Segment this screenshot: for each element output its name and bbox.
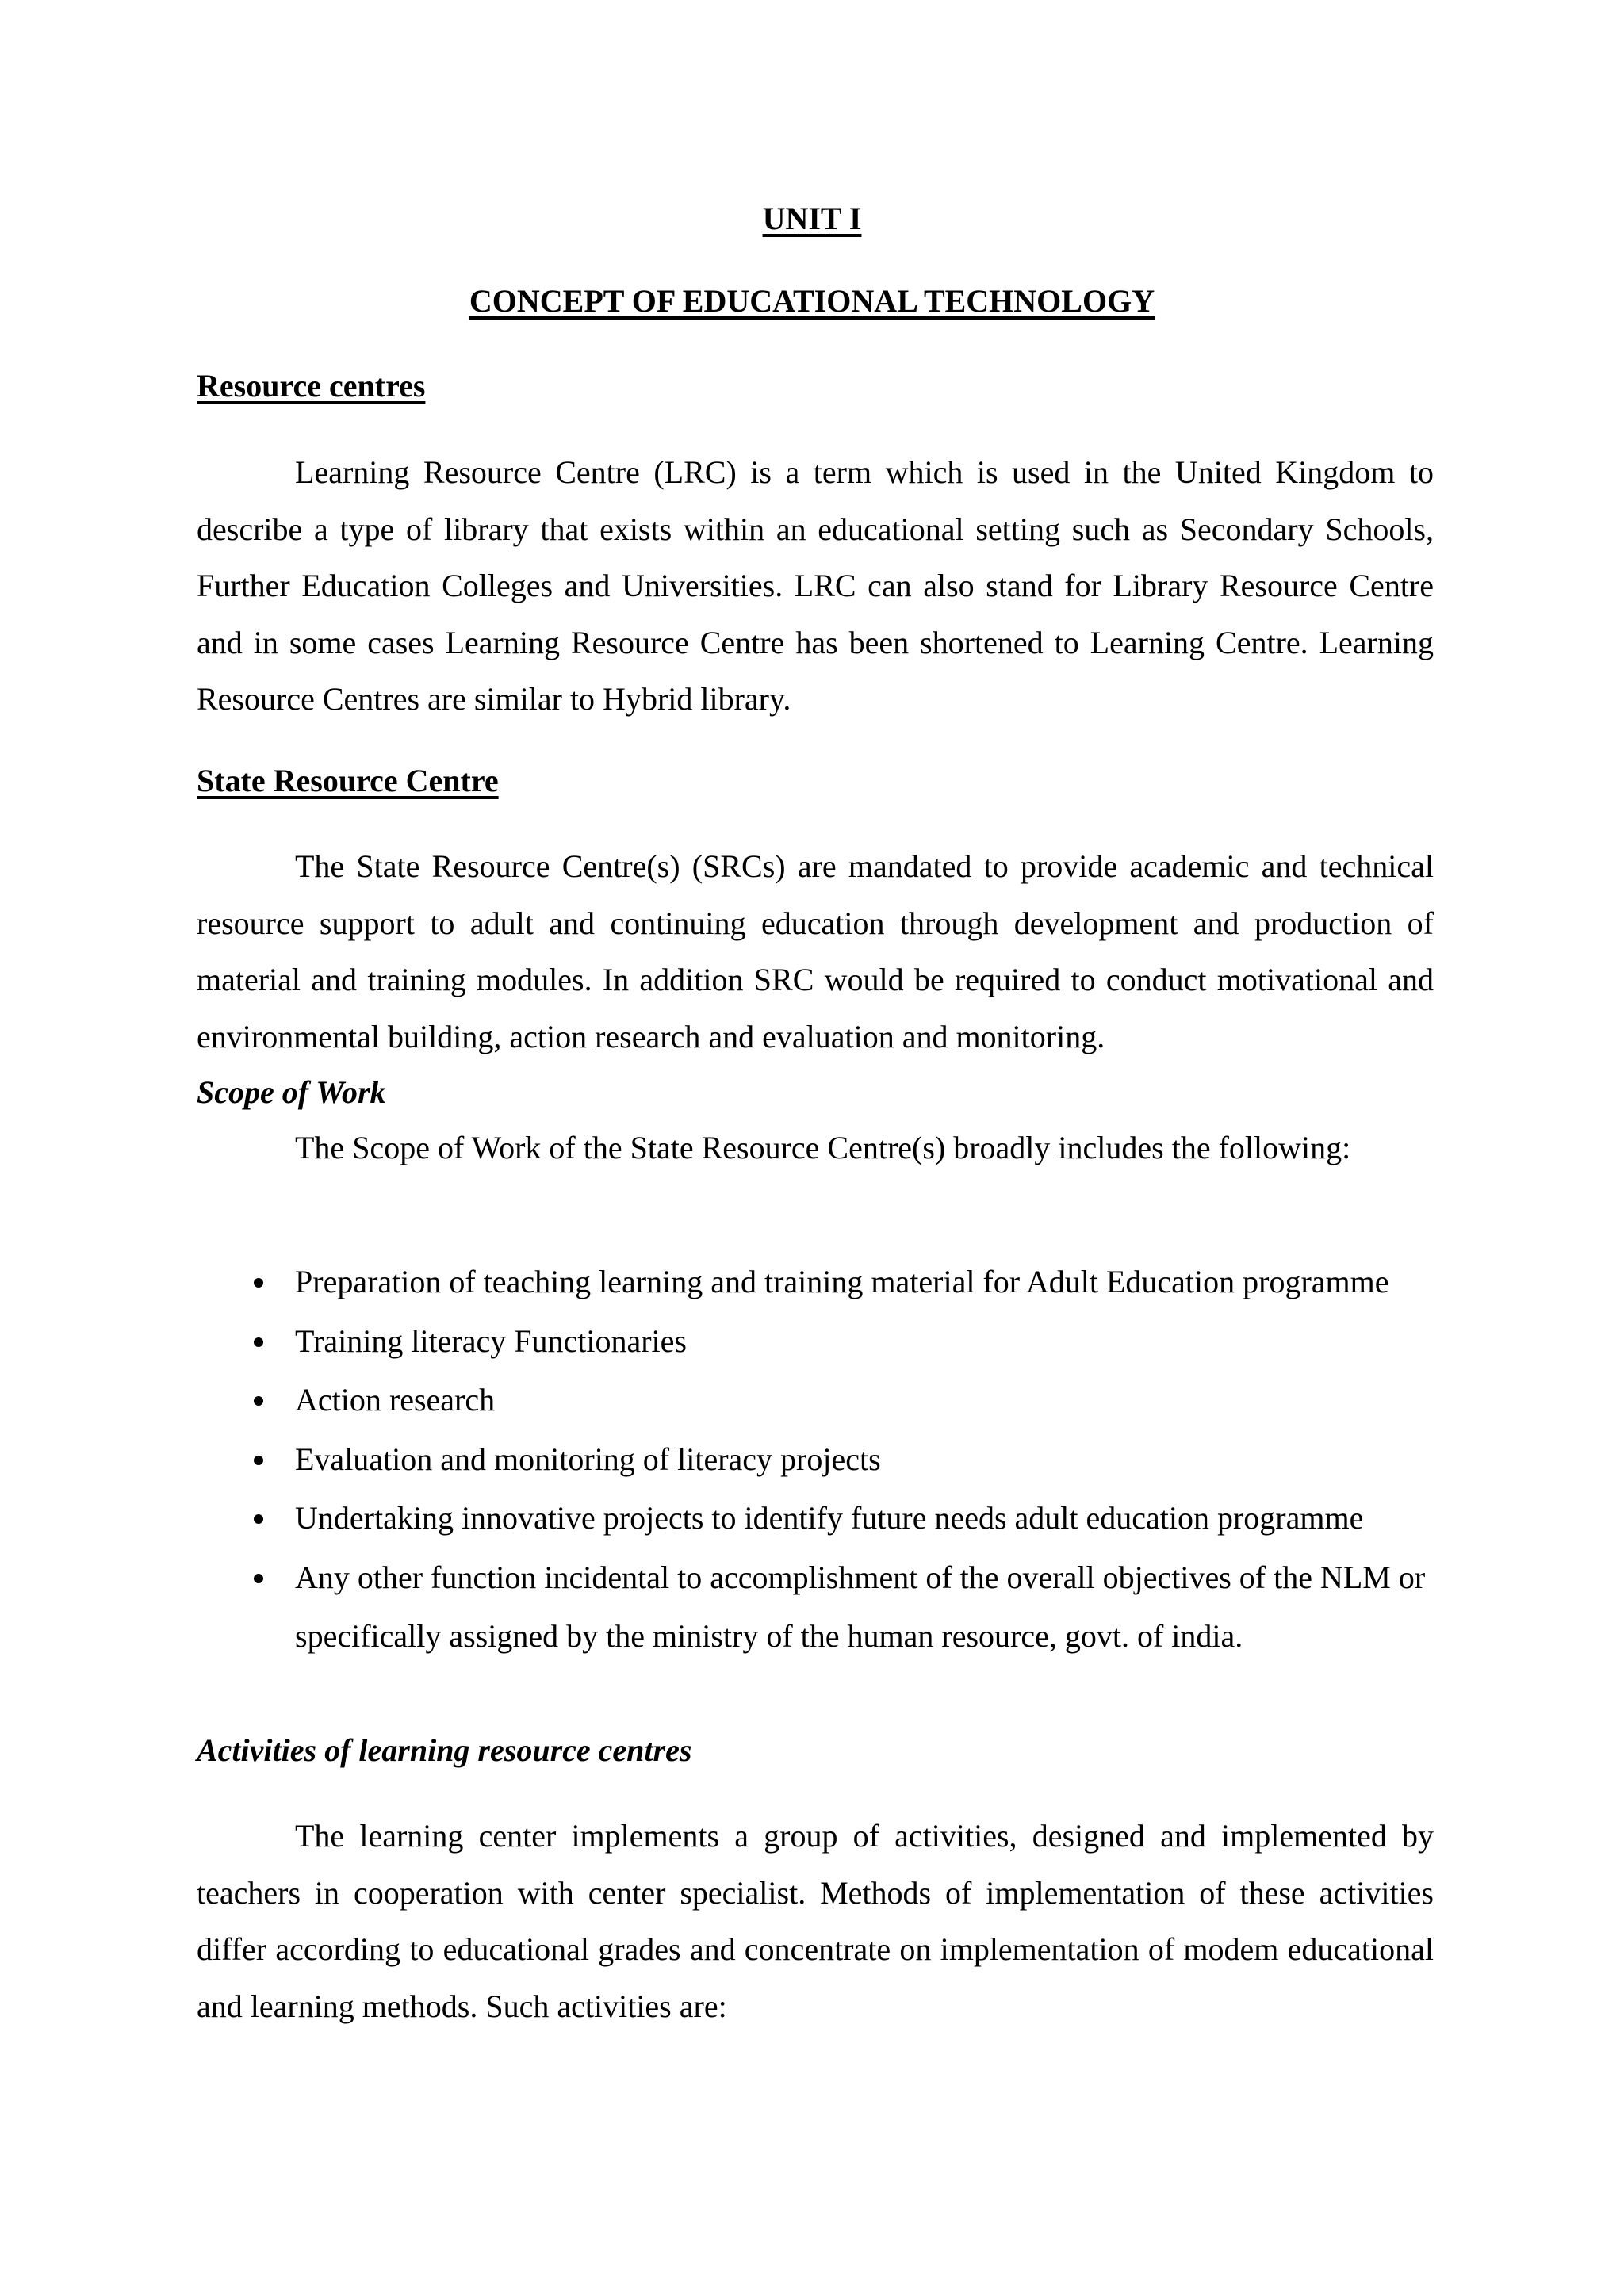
list-item	[197, 1312, 1450, 1372]
list-item-text: Action research	[295, 1382, 496, 1418]
list-item-text: Any other function incidental to accomplishment of the overall objectives of the NLM or specifically assigned by the ministry of the human resource, govt. of india.	[295, 1559, 1426, 1654]
concept-title: CONCEPT OF EDUCATIONAL TECHNOLOGY	[469, 283, 1155, 319]
list-item	[197, 1489, 1450, 1548]
heading-scope-of-work: Scope of Work	[197, 1074, 386, 1110]
list-item-text: Evaluation and monitoring of literacy projects	[295, 1441, 881, 1477]
heading-state-resource-centre: State Resource Centre	[197, 763, 499, 798]
list-item	[197, 1548, 1450, 1667]
bullet-icon	[254, 1396, 263, 1406]
list-item-text: Preparation of teaching learning and training material for Adult Education programme	[295, 1264, 1389, 1299]
list-item-text: Undertaking innovative projects to identify future needs adult education programme	[295, 1500, 1364, 1536]
list-item	[197, 1430, 1450, 1490]
paragraph-activities: The learning center implements a group of activities, designed and implemented by teachers in cooperation with center specialist. Methods of implementation of these activities differ according to educational grades and concentrate on implementation of modem educational and learning methods. Such activities are:	[197, 1818, 1434, 2024]
bullet-icon	[254, 1574, 263, 1583]
paragraph-resource-centres: Learning Resource Centre (LRC) is a term which is used in the United Kingdom to describe a type of library that exists within an educational setting such as Secondary Schools, Further Education Colleges and Universities. LRC can also stand for Library Resource Centre and in some cases Learning Resource Centre has been shortened to Learning Centre. Learning Resource Centres are similar to Hybrid library.	[197, 454, 1434, 717]
bullet-icon	[254, 1514, 263, 1524]
list-item	[197, 1253, 1450, 1312]
list-item-text: Training literacy Functionaries	[295, 1322, 687, 1359]
bullet-icon	[254, 1278, 263, 1288]
scope-intro: The Scope of Work of the State Resource Centre(s) broadly includes the following:	[295, 1130, 1351, 1165]
unit-title: UNIT I	[762, 201, 862, 236]
heading-resource-centres: Resource centres	[197, 368, 426, 404]
bullet-icon	[254, 1456, 263, 1465]
scope-list	[197, 1253, 1450, 1667]
heading-activities: Activities of learning resource centres	[197, 1732, 692, 1768]
list-item	[197, 1371, 1450, 1430]
paragraph-state-resource-centre: The State Resource Centre(s) (SRCs) are mandated to provide academic and technical resource support to adult and continuing education through development and production of material and training modules. In addition SRC would be required to conduct motivational and environmental building, action research and evaluation and monitoring.	[197, 848, 1434, 1054]
bullet-icon	[254, 1337, 263, 1347]
